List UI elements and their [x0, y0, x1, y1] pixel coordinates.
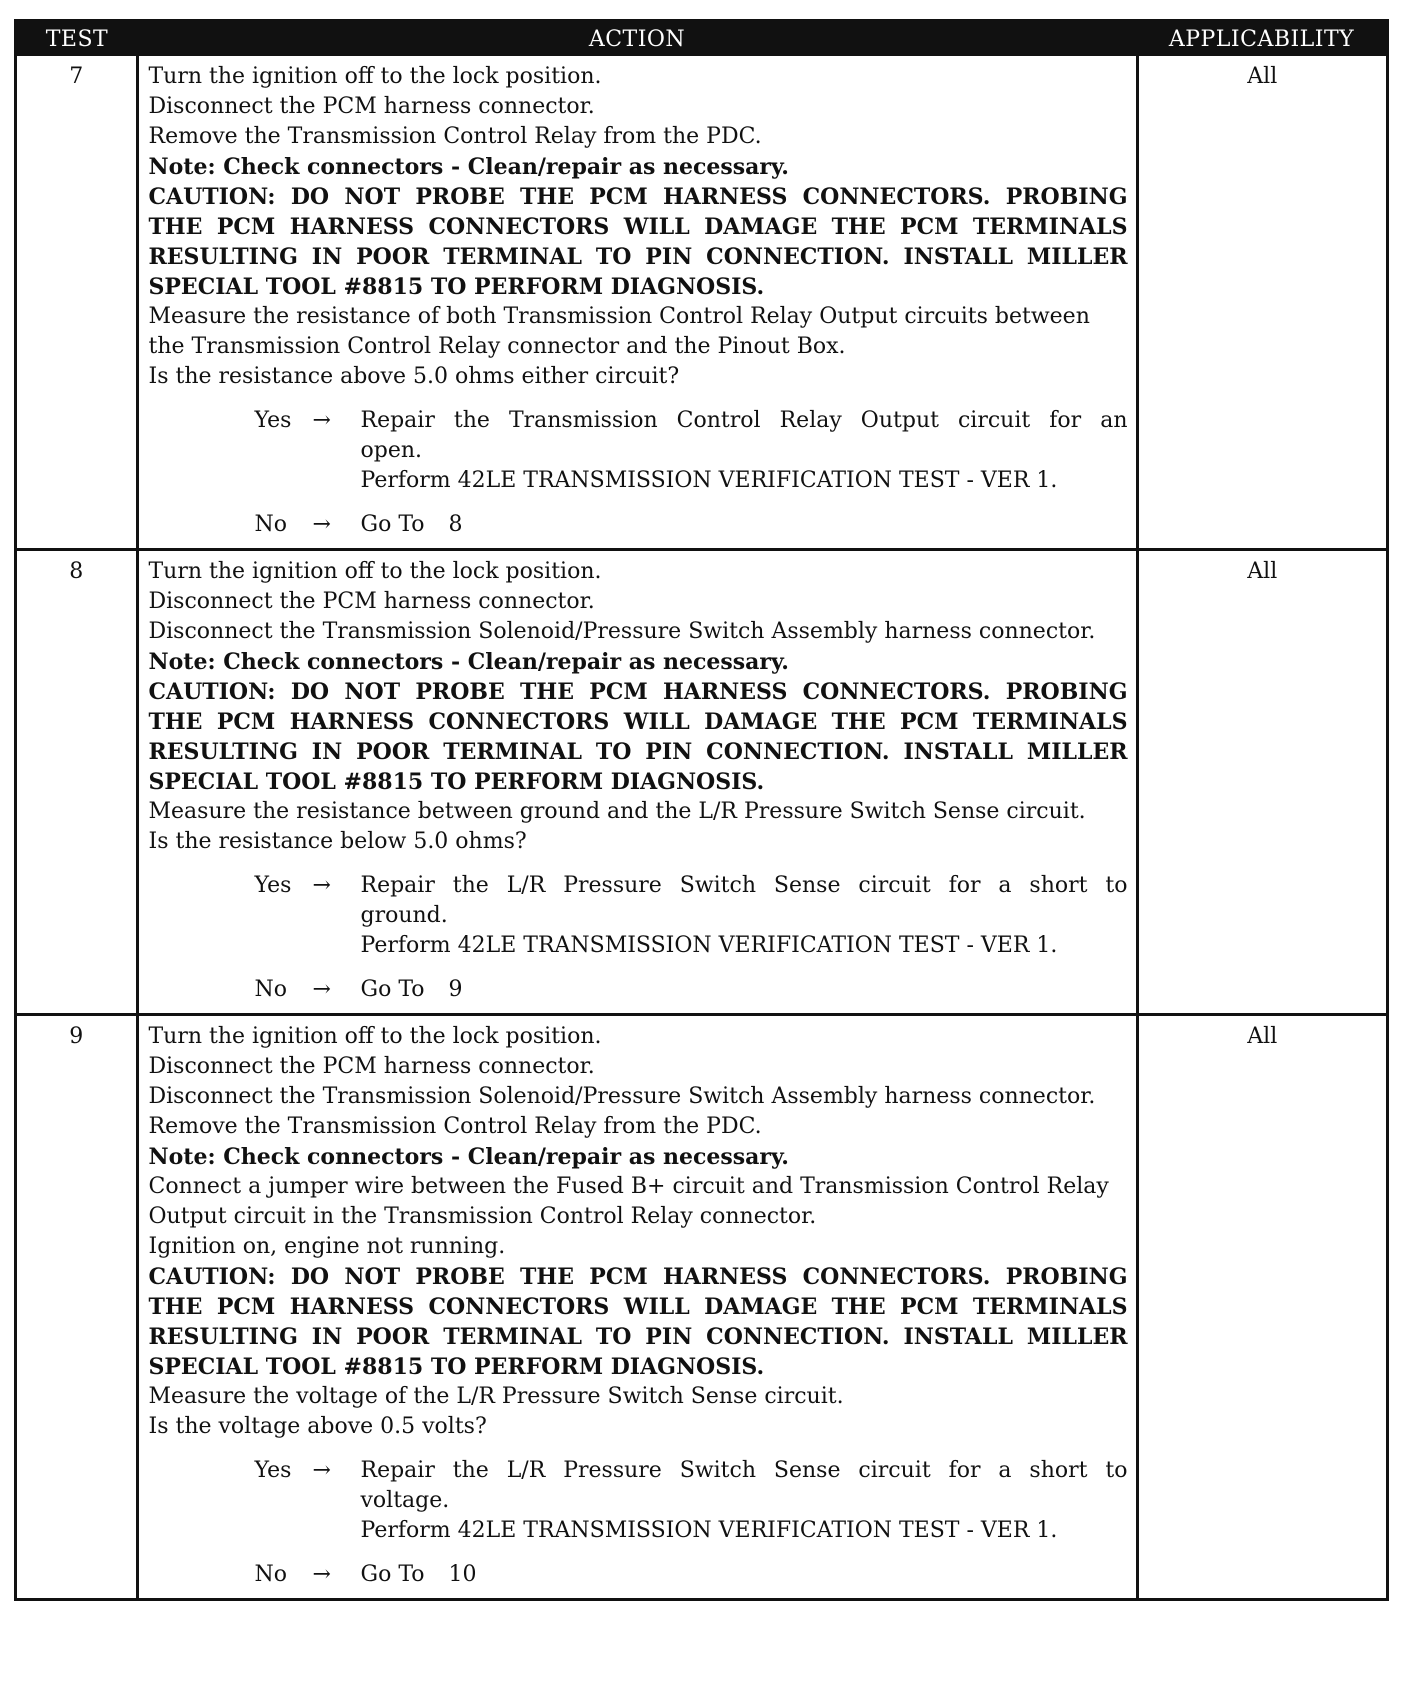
action-step: Connect a jumper wire between the Fused B+ circuit and Transmission Control Relay Output circuit in the Transmission Control Relay connector.	[148, 1174, 1109, 1229]
action-step: Remove the Transmission Control Relay from the PDC.	[148, 1114, 762, 1139]
diagnostic-table-document	[14, 19, 1389, 1601]
measurement-step: Measure the resistance of both Transmission Control Relay Output circuits between the Transmission Control Relay connector and the Pinout Box.	[148, 304, 1090, 359]
note-text: Note: Check connectors - Clean/repair as necessary.	[148, 649, 789, 675]
table-body	[17, 56, 1386, 1598]
yes-action	[361, 1456, 1128, 1546]
table-row	[17, 56, 1386, 550]
yes-action-line: Repair the L/R Pressure Switch Sense circuit for a short to	[360, 1458, 1128, 1483]
right-arrow-icon: →	[312, 512, 331, 537]
test-number: 7	[17, 56, 137, 550]
action-cell	[137, 1015, 1137, 1599]
table-header-row	[17, 22, 1386, 56]
goto-test-number: 9	[448, 977, 463, 1002]
applicability-value: All	[1247, 64, 1278, 89]
diagnostic-table	[17, 22, 1386, 1598]
action-step: Disconnect the PCM harness connector.	[148, 94, 595, 119]
applicability-value: All	[1137, 1015, 1386, 1599]
caution-text: CAUTION: DO NOT PROBE THE PCM HARNESS CONNECTORS. PROBING THE PCM HARNESS CONNECTORS WILL DAMAGE THE PCM TERMINALS RESULTING IN POOR TERMINAL TO PIN CONNECTION. INSTALL MILLER SPECIAL TOOL #8815 TO PERFORM DIAGNOSIS.	[148, 1264, 1128, 1380]
yes-action-line: Perform 42LE TRANSMISSION VERIFICATION TEST - VER 1.	[360, 1518, 1058, 1543]
no-action	[361, 1560, 1128, 1590]
no-label: No	[254, 977, 287, 1002]
caution-text: CAUTION: DO NOT PROBE THE PCM HARNESS CONNECTORS. PROBING THE PCM HARNESS CONNECTORS WILL DAMAGE THE PCM TERMINALS RESULTING IN POOR TERMINAL TO PIN CONNECTION. INSTALL MILLER SPECIAL TOOL #8815 TO PERFORM DIAGNOSIS.	[148, 184, 1128, 300]
yes-label: Yes	[254, 408, 292, 433]
right-arrow-icon: →	[312, 977, 331, 1002]
yes-action	[361, 406, 1128, 496]
action-step: Disconnect the Transmission Solenoid/Pressure Switch Assembly harness connector.	[148, 619, 1096, 644]
yes-label: Yes	[254, 1458, 292, 1483]
column-header-applicability: APPLICABILITY	[1137, 22, 1386, 56]
no-result	[255, 1560, 1128, 1590]
action-step: Remove the Transmission Control Relay from the PDC.	[148, 124, 762, 149]
action-step: Turn the ignition off to the lock position.	[148, 559, 602, 584]
yes-action-line: Perform 42LE TRANSMISSION VERIFICATION TEST - VER 1.	[360, 933, 1058, 958]
action-cell	[137, 550, 1137, 1015]
no-action	[361, 510, 1128, 540]
no-action	[361, 975, 1128, 1005]
right-arrow-icon: →	[312, 408, 331, 433]
no-label: No	[254, 1562, 287, 1587]
goto-test-number: 8	[448, 512, 463, 537]
measurement-step: Measure the voltage of the L/R Pressure Switch Sense circuit.	[148, 1384, 844, 1409]
yes-action-line: open.	[360, 438, 423, 463]
note-text: Note: Check connectors - Clean/repair as necessary.	[148, 154, 789, 180]
column-header-action: ACTION	[137, 22, 1137, 56]
measurement-step: Measure the resistance between ground and the L/R Pressure Switch Sense circuit.	[148, 799, 1086, 824]
action-step: Turn the ignition off to the lock position.	[148, 1024, 602, 1049]
note-text: Note: Check connectors - Clean/repair as necessary.	[148, 1144, 789, 1170]
no-label: No	[254, 512, 287, 537]
column-header-test: TEST	[17, 22, 137, 56]
yes-result	[255, 871, 1128, 961]
no-result	[255, 975, 1128, 1005]
action-step: Turn the ignition off to the lock position.	[148, 64, 602, 89]
measurement-step: Is the resistance below 5.0 ohms?	[148, 829, 527, 854]
right-arrow-icon: →	[312, 873, 331, 898]
measurement-step: Is the voltage above 0.5 volts?	[148, 1414, 487, 1439]
action-step: Disconnect the PCM harness connector.	[148, 589, 595, 614]
goto-test-number: 10	[448, 1562, 477, 1587]
yes-action-line: Repair the L/R Pressure Switch Sense circuit for a short to	[360, 873, 1128, 898]
test-number: 9	[17, 1015, 137, 1599]
no-result	[255, 510, 1128, 540]
yes-action-line: Perform 42LE TRANSMISSION VERIFICATION TEST - VER 1.	[360, 468, 1058, 493]
action-cell	[137, 56, 1137, 550]
table-row	[17, 1015, 1386, 1599]
measurement-step: Is the resistance above 5.0 ohms either circuit?	[148, 364, 680, 389]
yes-label: Yes	[254, 873, 292, 898]
yes-result	[255, 1456, 1128, 1546]
goto-label: Go To	[360, 1562, 425, 1587]
applicability-value: All	[1137, 550, 1386, 1015]
yes-action-line: ground.	[360, 903, 448, 928]
goto-label: Go To	[360, 977, 425, 1002]
goto-label: Go To	[360, 512, 425, 537]
yes-action	[361, 871, 1128, 961]
right-arrow-icon: →	[312, 1458, 331, 1483]
action-step: Disconnect the PCM harness connector.	[148, 1054, 595, 1079]
yes-action-line: Repair the Transmission Control Relay Output circuit for an	[360, 408, 1128, 433]
yes-result	[255, 406, 1128, 496]
test-number: 8	[17, 550, 137, 1015]
action-step: Disconnect the Transmission Solenoid/Pressure Switch Assembly harness connector.	[148, 1084, 1096, 1109]
yes-action-line: voltage.	[360, 1488, 450, 1513]
table-row	[17, 550, 1386, 1015]
right-arrow-icon: →	[312, 1562, 331, 1587]
caution-text: CAUTION: DO NOT PROBE THE PCM HARNESS CONNECTORS. PROBING THE PCM HARNESS CONNECTORS WILL DAMAGE THE PCM TERMINALS RESULTING IN POOR TERMINAL TO PIN CONNECTION. INSTALL MILLER SPECIAL TOOL #8815 TO PERFORM DIAGNOSIS.	[148, 679, 1128, 795]
action-step: Ignition on, engine not running.	[148, 1234, 506, 1259]
